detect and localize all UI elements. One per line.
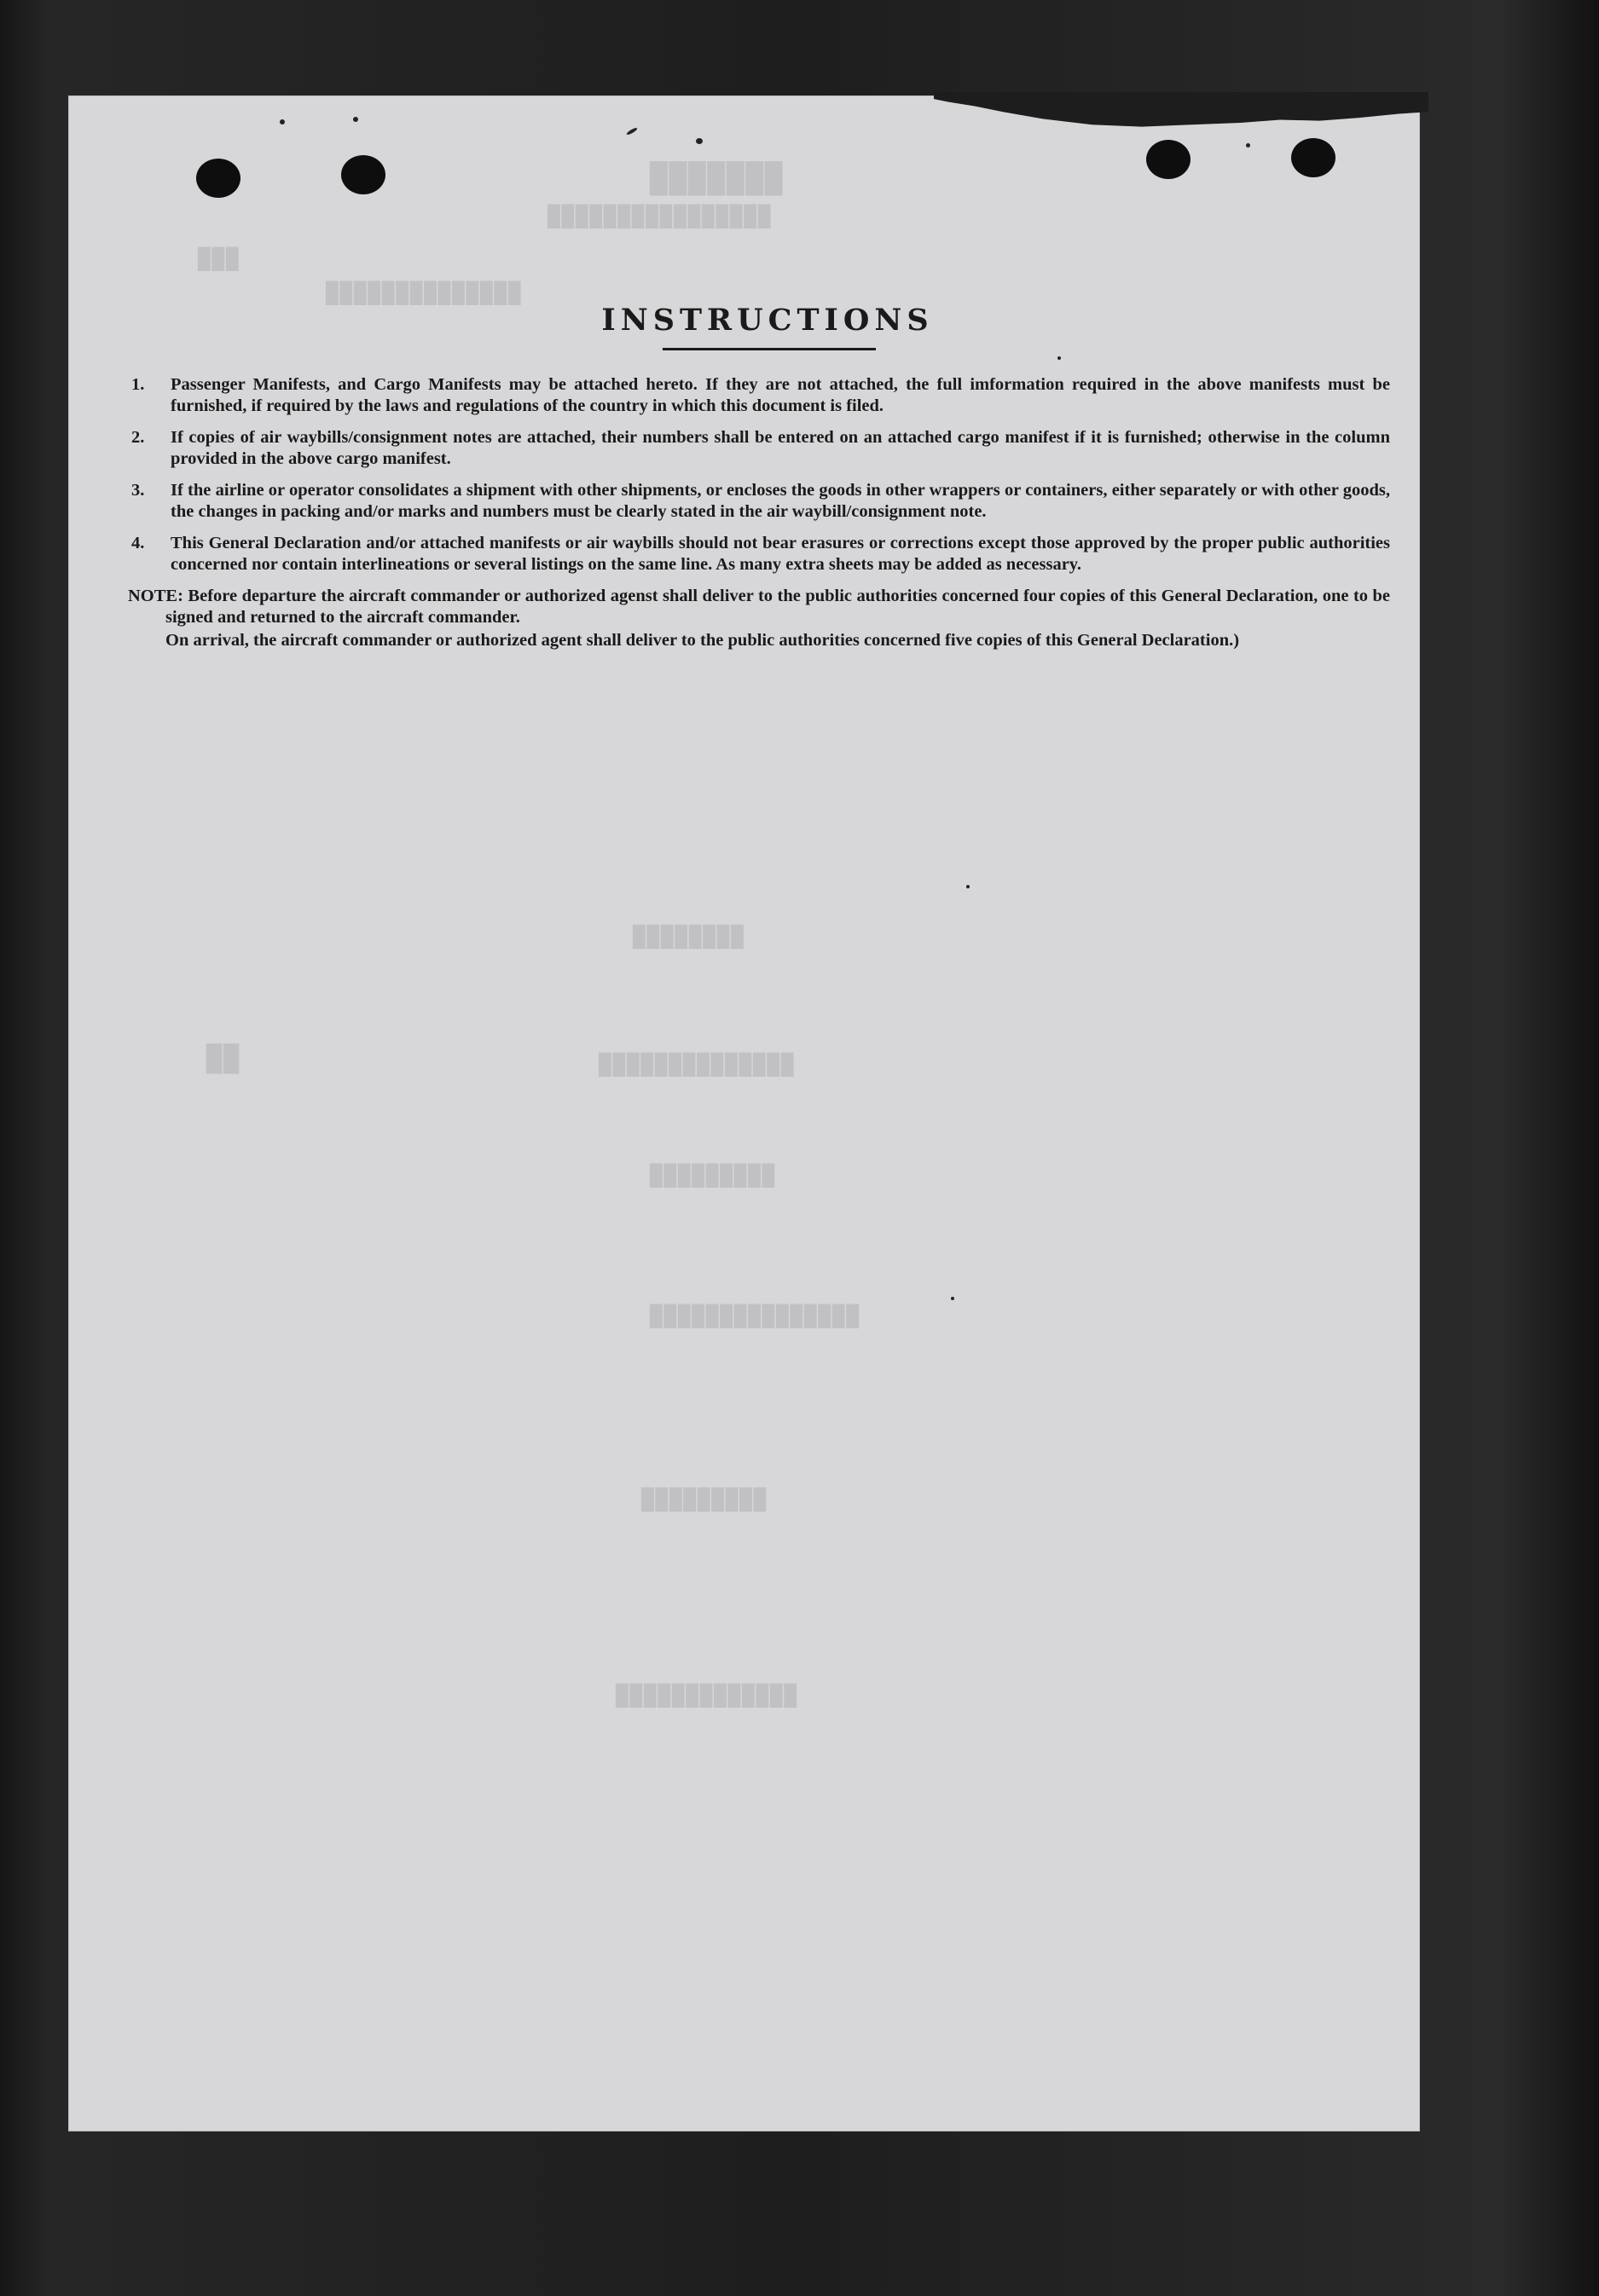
bleed-through-text: ████████████████ bbox=[546, 205, 771, 228]
speck bbox=[696, 138, 703, 144]
instruction-item bbox=[128, 427, 1390, 470]
speck bbox=[353, 117, 358, 122]
speck bbox=[1246, 143, 1250, 147]
instruction-text: This General Declaration and/or attached manifests or air waybills should not bear erasures or corrections except those approved by the proper public authorities concerned nor contain interlineations or several listings on the same line. As many extra sheets may be added as necessary. bbox=[171, 534, 1390, 574]
bleed-through-text: ███████████████ bbox=[648, 1304, 859, 1328]
instruction-number: 2. bbox=[131, 428, 145, 447]
instructions-list bbox=[128, 374, 1390, 575]
bleed-through-text: ██████████████ bbox=[324, 281, 521, 305]
instructions-block bbox=[128, 303, 1390, 651]
instruction-text: If the airline or operator consolidates a shipment with other shipments, or encloses the goods in other wrappers or containers, either separately or with other goods, the changes in packing and/or marks and numbers must be clearly stated in the air waybill/consignment note. bbox=[171, 481, 1390, 521]
bleed-through-text: █████████ bbox=[648, 1164, 775, 1188]
bleed-through-text: █████████████ bbox=[614, 1684, 797, 1708]
bleed-through-text: █████████ bbox=[640, 1488, 767, 1512]
instruction-item bbox=[128, 533, 1390, 575]
bleed-through-text: ██████████████ bbox=[597, 1053, 794, 1077]
punch-hole bbox=[1291, 138, 1335, 177]
note-block bbox=[128, 586, 1390, 651]
punch-hole bbox=[196, 159, 240, 198]
instruction-number: 4. bbox=[131, 534, 145, 552]
speck bbox=[280, 119, 285, 124]
instruction-number: 3. bbox=[131, 481, 145, 500]
instruction-number: 1. bbox=[131, 375, 145, 394]
instruction-text: If copies of air waybills/consignment notes are attached, their numbers shall be entered on an attached cargo manifest if it is furnished; otherwise in the column provided in the above cargo manifest. bbox=[171, 428, 1390, 468]
note-paragraph bbox=[128, 586, 1390, 628]
instruction-item bbox=[128, 480, 1390, 523]
note-label: NOTE: bbox=[128, 587, 183, 605]
bleed-through-text: ██ bbox=[205, 1044, 240, 1074]
bleed-through-text: ███ bbox=[196, 247, 239, 271]
note-text: Before departure the aircraft commander or authorized agenst shall deliver to the public authorities concerned four copies of this General Declaration, one to be signed and returned to the aircraft commander. bbox=[165, 587, 1390, 627]
bleed-through-text: ████████ bbox=[631, 925, 744, 949]
punch-hole bbox=[1146, 140, 1191, 179]
speck bbox=[966, 885, 970, 888]
punch-hole bbox=[341, 155, 385, 194]
title-underline bbox=[663, 348, 876, 350]
bleed-through-text: ███████ bbox=[648, 162, 783, 196]
instruction-text: Passenger Manifests, and Cargo Manifests may be attached hereto. If they are not attached, the full imformation required in the above manifests must be furnished, if required by the laws and regulations of the country in which this document is filed. bbox=[171, 375, 1390, 415]
instruction-item bbox=[128, 374, 1390, 417]
speck bbox=[951, 1297, 954, 1300]
page-title: INSTRUCTIONS bbox=[601, 303, 934, 338]
note-arrival-text: On arrival, the aircraft commander or authorized agent shall deliver to the public authorities concerned five copies of this General Declaration.) bbox=[165, 631, 1240, 650]
